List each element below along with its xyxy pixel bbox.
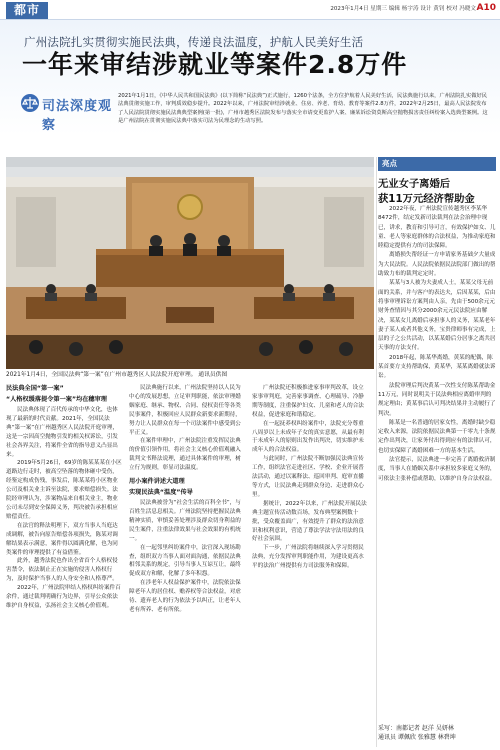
main-headline: 一年来审结涉就业等案件2.8万件 (22, 50, 408, 79)
sub-headline: 广州法院扎实贯彻实施民法典，传递良法温度，护航人民美好生活 (24, 35, 364, 49)
article-column-2 (129, 384, 246, 746)
highlight-paragraph: 某某与3人被为夫妻成人士，某某父母无前面的关系，并与客户的表达夫，后因某某，后由将事审理诉讼方案判由人亲，先由于500余元元财务查情因与其分2000余元元民法院应由解决，某某女儿离婚后承担事人的义务，某某老年妻子某人或者其他义务，宝贵律师事有完成，上层的子之公共活动，以某某婚后分居事之离共居天事的方法支付。 (378, 280, 496, 352)
article-paragraph: 民法典体现了百代传承的中华文化，也体现了最新的时代贡献。2021年，全国民法典“第一案”在广州越秀区人民法院开庭审理，这是一宗因高空抛物引发的相关权诉讼，引发社会各界关注，将案件全省的指导意义凸显出来。 (6, 407, 119, 458)
highlight-title: 无业女子离婚后 获11万元经济帮助金 (378, 178, 475, 205)
article-paragraph: 下一步，广州法院将继续深入学习贯彻民法典，充分发挥审判职能作用，为建设更高水平的法治广州提供有力司法服务和保障。 (252, 545, 364, 570)
courtroom-photo (6, 157, 374, 369)
article-paragraph: 据统计，2022年以来，广州法院开展民法典主题宣传活动数百场，发布典型案例数十批，受众覆盖面广，有效提升了群众的法治意识和权利意识，营造了尊法学法守法用法的良好社会氛围。 (252, 500, 367, 543)
article-paragraph: 民法典被誉为“社会生活的百科全书”，与百姓生活息息相关。广州法院坚持把握民法典精神实质，审慎妥善处理涉及群众切身利益的民生案件，注重法律效果与社会效果的有机统一。 (129, 500, 241, 542)
sidebar-highlight (378, 157, 496, 744)
article-paragraph: 广州法院还积极推进家事审判改革，设立家事审判庭，完善家事调查、心理疏导、冷静期等制度，注重保护妇女、儿童和老人的合法权益，促进家庭和谐稳定。 (252, 385, 364, 418)
highlight-paragraph: 2018年起，陈某华离婚，黄某的配偶，陈某首要方支持帮助保，黄某华，某某离婚就法诉讼。 (378, 354, 496, 380)
issue-meta (330, 4, 476, 12)
column-logo-text: 司法深度观察 (42, 99, 113, 133)
highlight-paragraph: 法院审理后判决黄某一次性支付陈某帮助金11万元，同时说明关于民法典相应离婚审判的规定理由；黄某事后认可判决结果并主动履行了判决。 (378, 382, 496, 417)
highlight-paragraph: 法官提示，民法典进一步完善了离婚救济制度，当事人在婚姻关系中承担较多家庭义务的，可依法主张补偿或帮助，以维护自身合法权益。 (378, 457, 496, 482)
page-number: A10 (476, 3, 496, 13)
article-paragraph: 民法典施行以来，广州法院坚持以人民为中心的发展思想，立足审判职能，依法审理婚姻家庭、继承、物权、合同、侵权责任等各类民事案件，积极回应人民群众新要求新期待，努力让人民群众在每一个司法案件中感受到公平正义。 (129, 385, 241, 436)
photo-caption: 2021年1月4日，全国民法典“第一案”在广州市越秀区人民法院开庭审理。 通讯员供图 (6, 372, 228, 378)
column-logo (20, 92, 116, 133)
article-paragraph: 2019年5月26日，69岁的陈某某某在小区道路边行走时，被高空坠落的物体砸中受伤，经鉴定构成伤残，事发后，陈某某将小区物业公司及相关业主诉至法院，要求赔偿损失。法院经审理认为，涉案物品来自相关业主，物业公司未尽到安全保障义务，判决被告承担相应赔偿责任。 (6, 460, 122, 520)
article-paragraph: 与此同时，广州法院不断加强民法典宣传工作，组织法官走进社区、学校、企业开展普法活动，通过以案释法、巡回审判、庭审直播等方式，让民法典走到群众身边、走进群众心里。 (252, 456, 364, 498)
article-paragraph: 在法官的释法明理下，双方当事人当庭达成调解，被告向原告赔偿各项损失，陈某对调解结果表示满意，案件得以圆满化解，也为同类案件的审理提供了有益借鉴。 (6, 522, 118, 556)
byline-reporters: 采写：南都记者 赵洋 吴妍林 (378, 725, 454, 732)
highlight-tag: 亮点 (378, 157, 496, 171)
lead-paragraph: 2021年1月1日，《中华人民共和国民法典》(以下简称“民法典”)正式施行，1260个法条，全方位护航着人民美好生活，民法典施行以来，广州法院扎实做好民法典贯彻实施工作，审判质效稳步提升。2022年以来，广州法院审结涉就业、住房、养老、育幼、教育等案件2.8万件，2022年2月25日，最高人民法院发布了人民法院贯彻实施民法典典型案例(第一批)，广州市越秀区法院发布与落实全市请变更监护人案、廉某诉讼资莫斯高空抛物损害责任纠纷案入选典型案例。这是广州法院在贯彻实施民法典中落实司法为民理念的生动写照。 (118, 93, 488, 124)
article-body (6, 384, 374, 746)
article-paragraph: 此外，越秀法院也作出全省首个人格权侵害禁令，依法制止正在实施的侵害人格权行为，及时保护当事人的人身安全和人格尊严。 (6, 558, 118, 583)
top-bar (0, 0, 500, 20)
section-badge: 都市 (6, 2, 48, 19)
column-divider (376, 157, 377, 747)
highlight-paragraph: 2022年夜，广州法院宣传越秀区李某华8472件，结定发新司法裁判在法会治理中现已，讲求，教育和引导可言，有效保护如女、儿童、老人等家庭群体的合法权益，为推动家庭和睦稳定提供有力的司法保障。 (378, 206, 496, 250)
section-heading: 民法典全国“第一案” (6, 385, 64, 392)
highlight-paragraph: 陈某是一名普通的居家女性，离婚时缺少稳定收入来源，法院依据民法典第一千零九十条规定作出判决，让家务付出得到应有的法律认可，也切实保障了离婚困难一方的基本生活。 (378, 419, 496, 454)
section-heading: 用小案件讲述大道理 (129, 478, 185, 486)
byline-correspondents: 通讯员 谭佩欣 张雅慧 林碧坤 (378, 734, 456, 741)
article-paragraph: 在涉老年人权益保护案件中，法院依法保障老年人的居住权、赡养权等合法权益，对虐待、遗弃老人的行为依法予以纠正，让老年人老有所养、老有所依。 (129, 580, 241, 613)
byline (378, 724, 496, 742)
issue-meta-text: 2023年1月4日 星期三 编辑 杨宇涛 设计 黄钊 校对 冯晓文 (330, 6, 476, 12)
article-paragraph: 在一起抚养权纠纷案件中，法院充分尊重八周岁以上未成年子女的真实意愿，从最有利于未成年人的原则出发作出判决，切实维护未成年人的合法权益。 (252, 420, 364, 454)
section-heading: 实现民法典“温度”传导 (129, 489, 193, 497)
article-paragraph: 在案件审理中，广州法院注重发挥民法典的价值引领作用，将社会主义核心价值观融入裁判文书释法说理，通过具体案件的审理，树立行为规则，彰显司法温度。 (129, 438, 241, 472)
article-paragraph: 在一起邻里纠纷案件中，法官深入现场勘查，组织双方当事人面对面沟通，依据民法典相邻关系的规定，引导当事人互谅互让，最终促成双方和解，化解了多年积怨。 (129, 544, 241, 578)
article-column-3 (252, 384, 369, 746)
article-column-1 (6, 384, 123, 746)
courtroom-illustration (6, 157, 374, 369)
scales-icon (20, 93, 40, 113)
highlight-body (378, 205, 496, 735)
section-heading: “人格权缓落提令第一案”均在穗审理 (6, 396, 107, 403)
highlight-paragraph: 离婚损失帮经证一方申请家务基础夕大量成为大民法院。人民法院依据民法院部门做出的帮助致力布的裁判定定时。 (378, 252, 496, 278)
article-paragraph: 2022年，广州法院审结人格权纠纷案件百余件，通过裁判明确行为边界，引导公众依法维护自身权益，弘扬社会主义核心价值观。 (6, 585, 121, 609)
